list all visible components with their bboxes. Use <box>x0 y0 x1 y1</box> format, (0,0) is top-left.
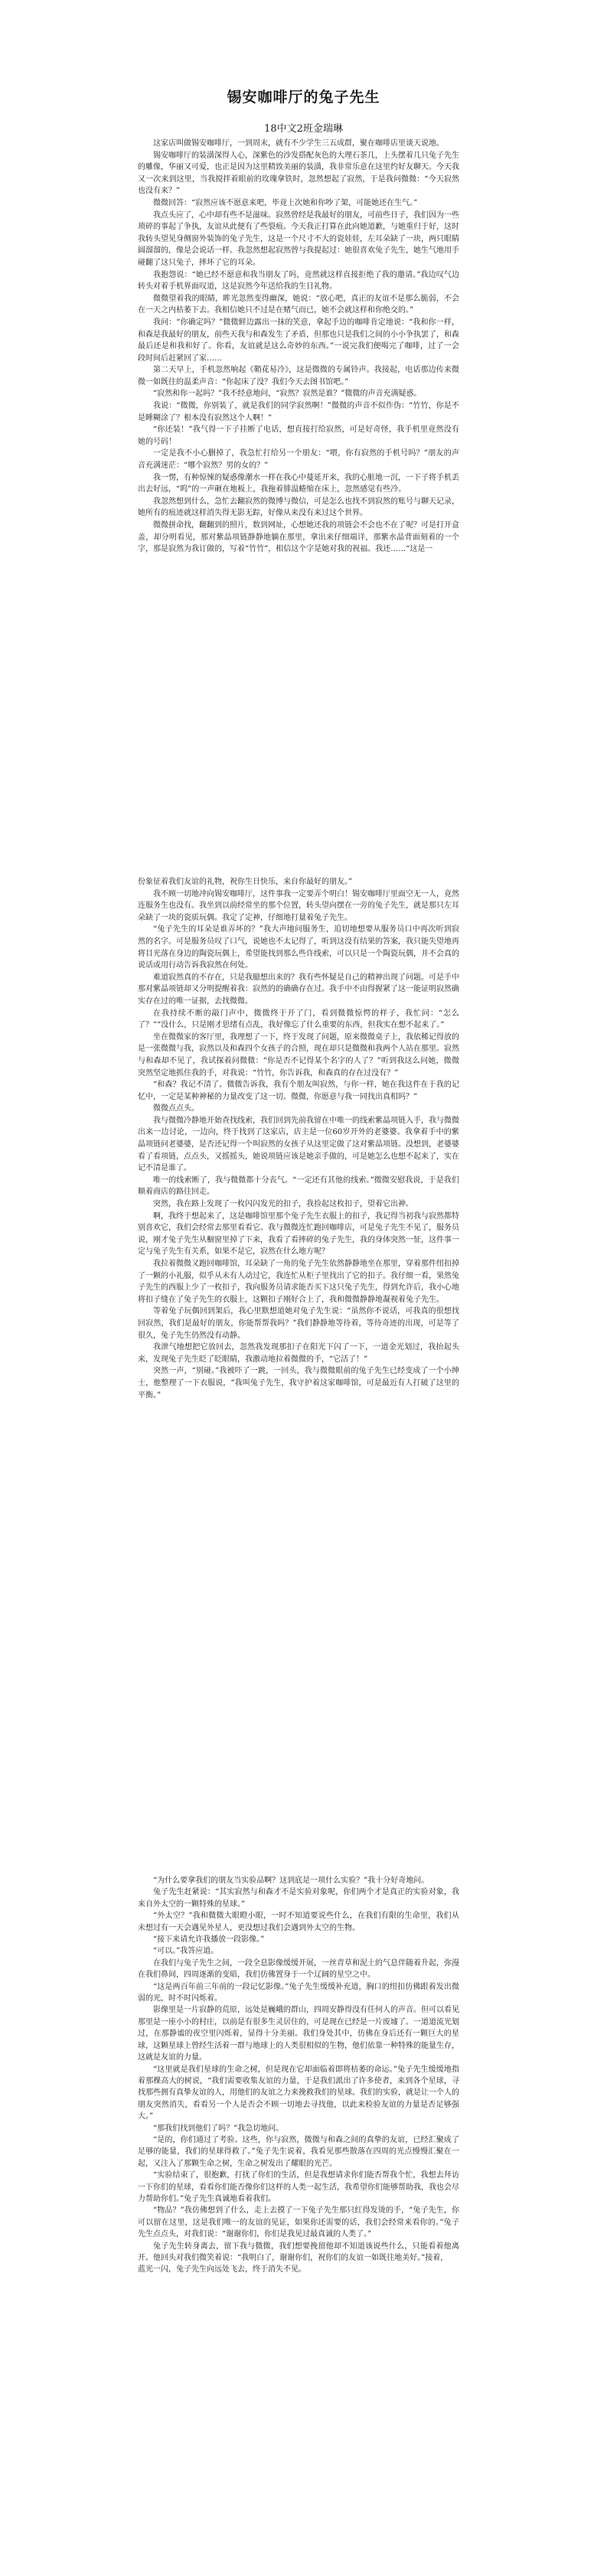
text-block-2 <box>138 876 459 1416</box>
paragraph: 影像里是一片寂静的荒原，远处是巍峨的群山，四周安静得没有任何人的声音。但可以看见那里是一座小小的村庄，以前是有很多生灵居住的，可是现在已经是一片废墟了。一道道流光划过，在那静谧的夜空里闪烁着，显得十分美丽。我们身处其中，仿佛在身后还有一颗巨大的星球，这颗星球上曾经生活着一群与地球上的人类很相似的生物，他们依靠一种特殊的能量生存，这就是友谊的力量。 <box>138 2006 459 2062</box>
paragraph: 坐在微微家的客厅里，我理想了一下，终于发现了问题，原来微微桌子上，我依稀记得放的是一张微微与我，寂然以及和森四个女孩子的合照，现在却只是微微和我两个人站在那里。寂然与和森却不见了，我试探着问微微：“你是否不记得某个名字的人了？”听到我这么问她，微微突然坚定地抓住我的手，对我说：“竹竹，你告诉我，和森真的存在过没有？” <box>138 1032 459 1078</box>
paragraph: 兔子先生赶紧说：“其实寂然与和森才不是实验对象呢，你们两个才是真正的实验对象，我来自外太空的一颗特殊的星球。” <box>138 1888 459 1909</box>
paragraph: 啊，我终于想起来了，这是咖啡馆里那个兔子先生衣服上的扣子，我记得当初我与寂然都特别喜欢它，我们会经常去那里看看它。我与微微连忙跑回咖啡店，可是兔子先生不见了，服务员说，刚才兔子先生从橱窗里掉了下来，我看了看摔碎的兔子先生，我的身体突然一怔，这件事一定与兔子先生有关系，如果不是它，寂然在什么地方呢？ <box>138 1211 459 1257</box>
paragraph: “兔子先生的耳朵是谁弄坏的？”我大声地问服务生，追切地想要从服务员口中再次听到寂然的名字。可是服务员叹了口气，说她也不太记得了，听到这没有结果的答案，我只能失望地再将目光落在身边的陶瓷玩偶上，希望能找到那么些许线索，可以只是一个陶瓷玩偶，并不会真的说话或用行动告诉我寂然在何处。 <box>138 925 459 970</box>
paragraph: 微微点点头。 <box>153 1104 199 1114</box>
paragraph: 唯一的线索断了，我与微微都十分丧气。“一定还有其他的线索。”微微安慰我说，于是我们顺着商店的路往回走。 <box>138 1176 459 1197</box>
paragraph: 突然一声，“别碰。”我被吓了一跳，一回头，我与微微眼前的兔子先生已经变成了一个小绅士，他整理了一下衣服说，“我叫兔子先生，我守护着这家咖啡馆，可是最近有人打破了这里的平衡。” <box>138 1367 459 1400</box>
paragraph: 第二天早上，手机忽然响起《鞘花易冷》，这是微微的专属铃声。我接起，电话那边传来微微一如既往的温柔声音：“你起床了没？我们今天去图书馆吧。” <box>138 366 459 386</box>
paragraph: 我抱怨说：“她已经不愿意和我当朋友了吗，竟然就这样直接拒绝了我的邀请。”我边叹气边转头对着手机界面叹道，这是寂然今年送给我的生日礼物。 <box>138 270 459 292</box>
paragraph: “物品？”我仿佛想到了什么，走上去摸了一下兔子先生那只红得发烫的手，“兔子先生，你可以留在这里，这是我们唯一的友谊的见证，如果你还需要的话，我们会经常来看你的。”兔子先生点点头，对我们说：“谢谢你们，你们是我见过最真诚的人类了。” <box>138 2206 459 2239</box>
paragraph: 兔子先生转身离去，留下我与微微，我们想要挽留他却不知道该说些什么，只能看着他离开。他回头对我们微笑着说：“我明白了，谢谢你们，祝你们的友谊一如既往地美好。”接着， <box>138 2242 459 2262</box>
paragraph: “你还装！”我气得一下子挂断了电话，想直接打给寂然，可是好奇怪，我手机里竟然没有她的号码！ <box>138 426 459 446</box>
paragraph: 我泄气地想把它放回去，忽然我发现那扣子在阳光下闪了一下，一道金光划过，我抬起头来，发现兔子先生眨了眨眼睛，我激动地拉着微微的手，“它活了！” <box>138 1343 459 1364</box>
paragraph: 我说：“微微，你别装了，就是我们的同学寂然啊！”微微的声音不似作伪：“竹竹，你是不是睡糊涂了？根本没有寂然这个人啊！” <box>138 402 459 422</box>
paragraph: 突然，我在路上发现了一枚闪闪发光的扣子，我捡起这枚扣子，望着它出神。 <box>153 1200 413 1209</box>
author-line: 18中文2班金瑞琳 <box>264 123 343 135</box>
paragraph: 我忽然想到什么，急忙去翻寂然的微博与微信，可是怎么也找不到寂然的账号与聊天记录，她所有的痕迹就这样消失得无影无踪，好像从来没有来过这个世界。 <box>138 497 459 518</box>
text-block-3 <box>138 1875 459 2304</box>
paragraph: 在我持续不断的敲门声中，微微终于开了门，看到微微惊愕的样子，我忙问：“怎么了？”“没什么，只是刚才思绪有点乱，我好像忘了什么重要的东西，但我实在想不起来了。” <box>138 1009 459 1030</box>
paragraph: 锡安咖啡厅的装潢深得人心，深紫色的沙发搭配灰色的大理石茶几，上头摆着几只兔子先生的雕像，华丽又可爱，也正是因为这里精致美丽的装潢，我非常乐意在这里约好友聊天。今天我又一次来到这里，当我搅拌着眼前的玫瑰拿铁时，忽然想起了寂然，于是我问微微：“今天寂然也没有来？” <box>138 151 459 196</box>
paragraph: 等着兔子玩偶回到架后，我心里默想道她对兔子先生说：“虽然你不说话，可我真的很想找回寂然，我们是最好的朋友，你能帮帮我吗？”我们静静地等待着，等待奇迹的出现，可是等了很久，兔子先生仍然没有动静。 <box>138 1307 459 1340</box>
paragraph: 我问：“你确定吗？”微微鲜边露出一抹的笑意，拿起手边的咖啡肯定地说：“我和你一样，和森是我最好的朋友，前些天我与和森发生了矛盾，但那也只是我们之间的小小争执罢了，和森最后还是和我和好了。你看，友谊就是这么奇妙的东西。”一说完我们便喝完了咖啡，过了一会段时间后赶紧回了家…… <box>138 318 459 363</box>
paragraph: 蓝光一闪，兔子先生向远处飞去，终于消失不见。 <box>138 2265 306 2274</box>
paragraph: “为什么要拿我们的朋友当实验品啊？这到底是一项什么实验？”我十分好奇地问。 <box>153 1877 429 1885</box>
page-title: 锡安咖啡厅的兔子先生 <box>227 89 380 106</box>
paragraph: 在我们与兔子先生之间，一段全息影像缓缓开展，一丝青草和泥土的气息伴随着升起，弥漫在我们鼻间，四周逐渐的变暗，我们仿佛置身于一个辽阔的星空之中。 <box>138 1958 459 1980</box>
paragraph: “寂然和你一起吗？”我不经意地问，“寂然？寂然是谁？”微微的声音充满疑惑。 <box>153 390 422 399</box>
paragraph: “接下来请允许我播放一段影像。” <box>153 1935 265 1945</box>
paragraph: 我点头应了，心中却有些不是滋味。寂然曾经是我最好的朋友，可前些日子，我们因为一些琐碎的事起了争执，友谊从此便有了些裂痕。今天我正打算在此向她道歉，与她重归于好，这时我转头望见身侧窗外装饰的兔子先生，这是一个尺寸不大的瓷娃娃，左耳朵缺了一块，两只眼睛圆溜溜的，像是会说话一样。我忽然想起寂然曾与我提起过：她很喜欢兔子先生，她生气地用手碰翻了这只兔子，摔坏了它的耳朵。 <box>138 210 459 267</box>
paragraph: 这家店叫做锡安咖啡厅，一到周末，就有不少学生三五成群，聚在咖啡店里谈天说地。 <box>153 139 444 148</box>
paragraph: “实验结束了，很抱歉，打扰了你们的生活，但是我想请求你们能否帮我个忙，我想去拜访一下你们的星球，看看你们能否像你们这样的人类一起生活，我希望你们能够帮助我，我也会尽力帮助你们。”兔子先生真诚地看着我们。 <box>138 2171 459 2203</box>
paragraph: 我不顾一切地冲向锡安咖啡厅，这件事我一定要弄个明白！锡安咖啡厅里面空无一人，竟然连服务生也没有。我坐到以前经常坐的那个位置，转头望向摆在一旁的兔子先生，就是那只左耳朵缺了一块的瓷质玩偶。我定了定神，仔细地打量着兔子先生。 <box>138 889 459 922</box>
paragraph: 微微拼命找，翻翻到的照片，数到网址，心想她还我的项链会不会也不在了呢？可是打开盒盖，却分明看见，那对紫晶项链静静地躺在那里，拿出来仔细端详，那紫水晶背面刻着的一个字，那是寂然为我订做的，写着“竹竹”，相信这个字是她对我的祝福。我还……“这是一 <box>138 521 459 554</box>
paragraph: 我与微微冷静地开始查找线索，我们回到先前我留在中唯一的线索紫晶项链入手，我与微微出来一边讨论，一边向，终于找到了这家店，店主是一位60岁开外的老婆婆。我拿着手中的紫晶项链问老婆婆，是否还记得一个叫寂然的女孩子从这里定做了这对紫晶项链。没想到，老婆婆看了看项链，点点头，又摇摇头，她说项链应该是她亲手做的，可是她怎么也想不起来了，实在记不清是谁了。 <box>138 1116 459 1173</box>
paragraph: 一定是我不小心删掉了，我急忙打给另一个朋友：“喂，你有寂然的手机号吗？”朋友的声音充满迷茫：“哪个寂然？男的女的？” <box>138 449 459 471</box>
paragraph: 份象征着我们友谊的礼物，祝你生日快乐，来自你最好的朋友。” <box>138 878 353 886</box>
paragraph: “那我们找到他们了吗？”我急切地问。 <box>153 2124 284 2133</box>
text-block-1 <box>138 138 459 731</box>
paragraph: “这里就是我们星球的生命之树，但是现在它却面临着即将枯萎的命运。”兔子先生缓缓地指着那棵高大的树说，“我们需要收集友谊的力量，于是我们派出了许多使者，来到各个星球，寻找那些拥有真挚友谊的人，用他们的友谊之力来挽救我们的星球。我们的实验，就是让一个人的朋友突然消失，看看另一个人是否会不顾一切地去寻找他，以此来检验友谊的力量是否足够强大。” <box>138 2065 459 2121</box>
paragraph: “和森？我记不清了。微微告诉我，我有个朋友叫寂然，与你一样，她在我这件在于我的记忆中，一定是某种神秘的力量改变了这一切。微微，你愿意与我一同找出真相吗？” <box>138 1081 459 1101</box>
paragraph: 我一愣，有种惊悚的疑惑像潮水一样在我心中蔓延开来，我的心脏地一沉，一下子将手机丢出去好远，“呜”的一声砸在地板上，我拖着腓温蜷缩在床上，忽然感觉有些冷。 <box>138 473 459 494</box>
paragraph: “是的，你们通过了考验。这些，你与寂然，微微与和森之间的真挚的友谊，已经汇聚成了足够的能量，我们的星球得救了。”兔子先生说着，我看见那些散落在四周的光点慢慢汇聚在一起，又注入了那颗生命之树，生命之树发出了耀眼的光芒。 <box>138 2135 459 2168</box>
paragraph: 难道寂然真的不存在，只是我臆想出来的？我有些怀疑是自己的精神出现了问题。可是手中那对紫晶项链却又分明提醒着我：寂然的的确确存在过。我手中不由得握紧了这一能证明寂然确实存在过的唯一证据，去找微微。 <box>138 973 459 1006</box>
paragraph: 微微回答：“寂然应该不愿意来吧，毕竟上次她和你吵了架，可能她还在生气。” <box>153 198 418 207</box>
paragraph: “可以。”我答应道。 <box>153 1947 219 1956</box>
paragraph: 微微望着我的眼睛，眸光忽然变得幽深，她说：“放心吧，真正的友谊不是那么脆弱，不会在一天之内枯萎下去。我相信她只不过是在赌气而已，她不会就这样和你绝交的。” <box>138 294 459 315</box>
paragraph: “外太空？”我和微微大眼瞪小眼，一时不知道要说些什么，在我们有限的生命里，我们从未想过有一天会遇见外星人，更没想过我们会遇到外太空的生物。 <box>138 1912 459 1932</box>
paragraph: 我拉着微微又跑回咖啡馆，耳朵缺了一角的兔子先生依然静静地坐在那里，穿着那件纽扣掉了一颗的小礼服，似乎从未有人动过它，我连忙从柜子里找出了它的扣子。我仔细一看，果然兔子先生的西服上少了一枚扣子，我向服务员请求能否买下这只兔子先生，得到允许后，我小心地将扣子缝在了兔子先生的衣服上，这颗扣子刚好合上了，我和微微静静地凝视着兔子先生。 <box>138 1260 459 1304</box>
paragraph: “这是两百年前三年前的一段记忆影像。”兔子先生缓缓补充道，胸口的纽扣仿佛跟着发出微弱的光，时不时闪烁着。 <box>138 1982 459 2004</box>
